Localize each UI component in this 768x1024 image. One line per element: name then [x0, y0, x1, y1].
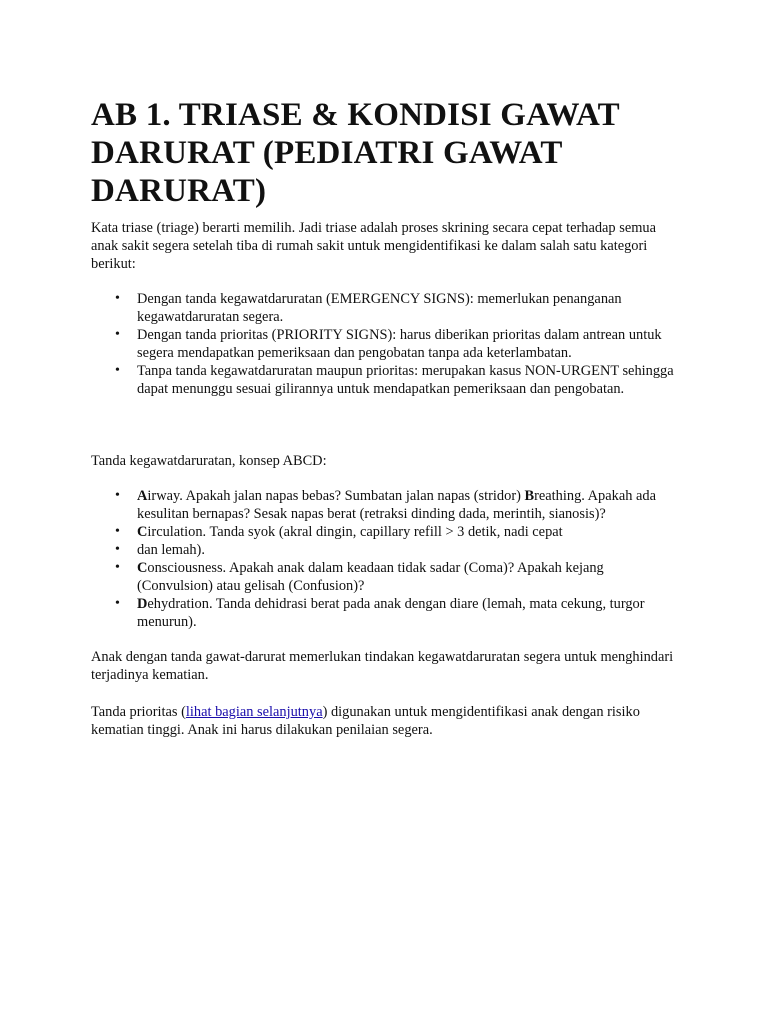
bullet-icon: •: [115, 542, 120, 557]
bullet-icon: •: [115, 524, 120, 539]
list-item-initial: B: [524, 488, 535, 504]
list-item: [91, 290, 681, 326]
bullet-icon: •: [115, 291, 120, 306]
list-item-text: ehydration. Tanda dehidrasi berat pada anak dengan diare (lemah, mata cekung, turgor menurun).: [137, 596, 645, 630]
list-item-text: Tanpa tanda kegawatdaruratan maupun prioritas: merupakan kasus NON-URGENT sehingga dapat menunggu sesuai gilirannya untuk mendapatkan pemeriksaan dan pengobatan.: [137, 363, 674, 397]
list-item-text: irway. Apakah jalan napas bebas? Sumbatan jalan napas (stridor): [147, 488, 525, 504]
list-item: [91, 541, 681, 559]
abcd-list: [91, 487, 681, 631]
priority-paragraph: [91, 703, 681, 739]
list-item-initial: C: [137, 524, 148, 540]
list-item-text: onsciousness. Apakah anak dalam keadaan tidak sadar (Coma)? Apakah kejang (Convulsion) atau gelisah (Confusion)?: [137, 560, 604, 594]
paragraph-text: ) digunakan untuk mengidentifikasi anak dengan risiko kematian tinggi. Anak ini harus dilakukan penilaian segera.: [91, 704, 640, 738]
list-item-initial: D: [137, 596, 148, 612]
paragraph-text: Tanda prioritas (: [91, 704, 186, 720]
list-item: [91, 559, 681, 595]
bullet-icon: •: [115, 560, 120, 575]
abcd-intro-paragraph: Tanda kegawatdaruratan, konsep ABCD:: [91, 453, 327, 469]
bullet-icon: •: [115, 327, 120, 342]
triage-category-list: [91, 290, 681, 398]
list-item-text: Dengan tanda prioritas (PRIORITY SIGNS): harus diberikan prioritas dalam antrean untuk segera mendapatkan pemeriksaan dan pengobatan tanpa ada keterlambatan.: [137, 327, 662, 361]
list-item-initial: C: [137, 560, 148, 576]
next-section-link[interactable]: lihat bagian selanjutnya: [185, 704, 323, 720]
list-item: [91, 326, 681, 362]
list-item-text: reathing. Apakah ada kesulitan bernapas? Sesak napas berat (retraksi dinding dada, merintih, sianosis)?: [137, 488, 656, 522]
bullet-icon: •: [115, 488, 120, 503]
list-item-text: Dengan tanda kegawatdaruratan (EMERGENCY SIGNS): memerlukan penanganan kegawatdaruratan segera.: [137, 291, 622, 325]
document-title: AB 1. TRIASE & KONDISI GAWAT DARURAT (PEDIATRI GAWAT DARURAT): [91, 97, 620, 209]
list-item-text: dan lemah).: [137, 542, 205, 558]
list-item: [91, 362, 681, 398]
list-item-text: irculation. Tanda syok (akral dingin, capillary refill > 3 detik, nadi cepat: [147, 524, 563, 540]
list-item: [91, 595, 681, 631]
list-item: [91, 487, 681, 523]
list-item-initial: A: [137, 488, 148, 504]
bullet-icon: •: [115, 596, 120, 611]
closing-paragraph: Anak dengan tanda gawat-darurat memerlukan tindakan kegawatdaruratan segera untuk menghindari terjadinya kematian.: [91, 649, 674, 683]
list-item: [91, 523, 681, 541]
intro-paragraph: Kata triase (triage) berarti memilih. Jadi triase adalah proses skrining secara cepat terhadap semua anak sakit segera setelah tiba di rumah sakit untuk mengidentifikasi ke dalam salah satu kategori berikut:: [91, 220, 656, 272]
bullet-icon: •: [115, 363, 120, 378]
